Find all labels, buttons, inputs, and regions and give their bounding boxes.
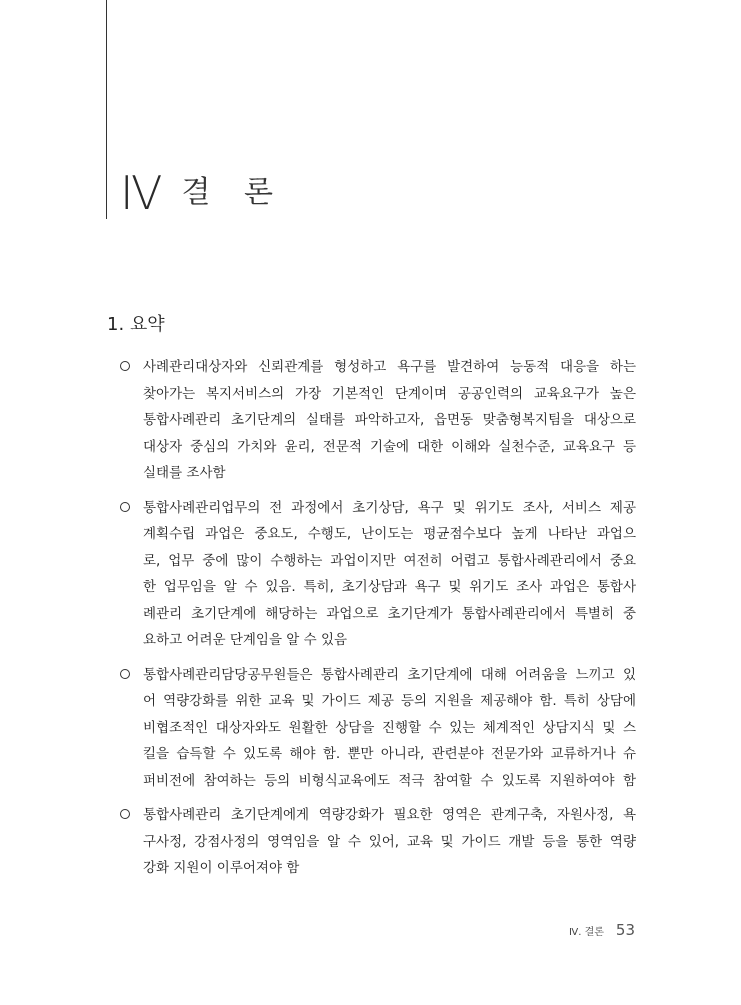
- paragraph-line: 킬을 습득할 수 있도록 해야 함. 뿐만 아니라, 관련분야 전문가와 교류하거나 슈: [143, 746, 636, 762]
- list-item: [119, 802, 636, 882]
- paragraph-line: 구사정, 강점사정의 영역임을 알 수 있어, 교육 및 가이드 개발 등을 통한 역량: [143, 833, 636, 850]
- page-number: 53: [615, 921, 635, 939]
- list-item: [119, 662, 636, 795]
- summary-list: [119, 354, 636, 890]
- paragraph-line: 통합사례관리 초기단계의 실태를 파악하고자, 읍면동 맞춤형복지팀을 대상으로: [143, 412, 636, 428]
- paragraph-line: 실태를 조사함: [143, 465, 226, 481]
- section-heading: 1. 요약: [107, 314, 165, 335]
- paragraph-line: 계획수립 과업은 중요도, 수행도, 난이도는 평균점수보다 높게 나타난 과업으: [143, 526, 636, 542]
- paragraph-line: 한 업무임을 알 수 있음. 특히, 초기상담과 욕구 및 위기도 조사 과업은 통합사: [143, 579, 636, 595]
- paragraph-line: 비협조적인 대상자와도 원활한 상담을 진행할 수 있는 체계적인 상담지식 및 스: [143, 719, 636, 736]
- chapter-heading: [120, 166, 285, 220]
- circle-bullet-icon: [120, 669, 130, 679]
- paragraph-line: 통합사례관리업무의 전 과정에서 초기상담, 욕구 및 위기도 조사, 서비스 제공: [143, 499, 636, 516]
- list-item: [119, 495, 636, 654]
- paragraph-line: 퍼비전에 참여하는 등의 비형식교육에도 적극 참여할 수 있도록 지원하여야 함: [143, 772, 636, 789]
- paragraph-line: 사례관리대상자와 신뢰관계를 형성하고 욕구를 발견하여 능동적 대응을 하는: [143, 359, 636, 375]
- paragraph-line: 찾아가는 복지서비스의 가장 기본적인 단계이며 공공인력의 교육요구가 높은: [143, 385, 636, 402]
- paragraph-line: 로, 업무 중에 많이 수행하는 과업이지만 여전히 어렵고 통합사례관리에서 중요: [143, 552, 636, 569]
- list-item: [119, 354, 636, 487]
- chapter-divider-line: [106, 0, 107, 219]
- page-footer: [569, 918, 635, 942]
- circle-bullet-icon: [120, 361, 130, 371]
- paragraph-line: 통합사례관리 초기단계에게 역량강화가 필요한 영역은 관계구축, 자원사정, 욕: [143, 807, 636, 823]
- footer-chapter-label: Ⅳ. 결론: [569, 926, 604, 938]
- paragraph-line: 요하고 어려운 단계임을 알 수 있음: [143, 632, 348, 648]
- paragraph-line: 강화 지원이 이루어져야 함: [143, 860, 300, 876]
- circle-bullet-icon: [120, 809, 130, 819]
- chapter-numeral: Ⅳ: [120, 166, 164, 220]
- chapter-title: 결 론: [181, 175, 285, 210]
- paragraph-line: 대상자 중심의 가치와 윤리, 전문적 기술에 대한 이해와 실천수준, 교육요구 등: [143, 438, 636, 455]
- paragraph-line: 례관리 초기단계에 해당하는 과업으로 초기단계가 통합사례관리에서 특별히 중: [143, 605, 636, 622]
- paragraph-line: 통합사례관리담당공무원들은 통합사례관리 초기단계에 대해 어려움을 느끼고 있: [143, 666, 636, 683]
- circle-bullet-icon: [120, 502, 130, 512]
- paragraph-line: 어 역량강화를 위한 교육 및 가이드 제공 등의 지원을 제공해야 함. 특히 상담에: [143, 693, 636, 709]
